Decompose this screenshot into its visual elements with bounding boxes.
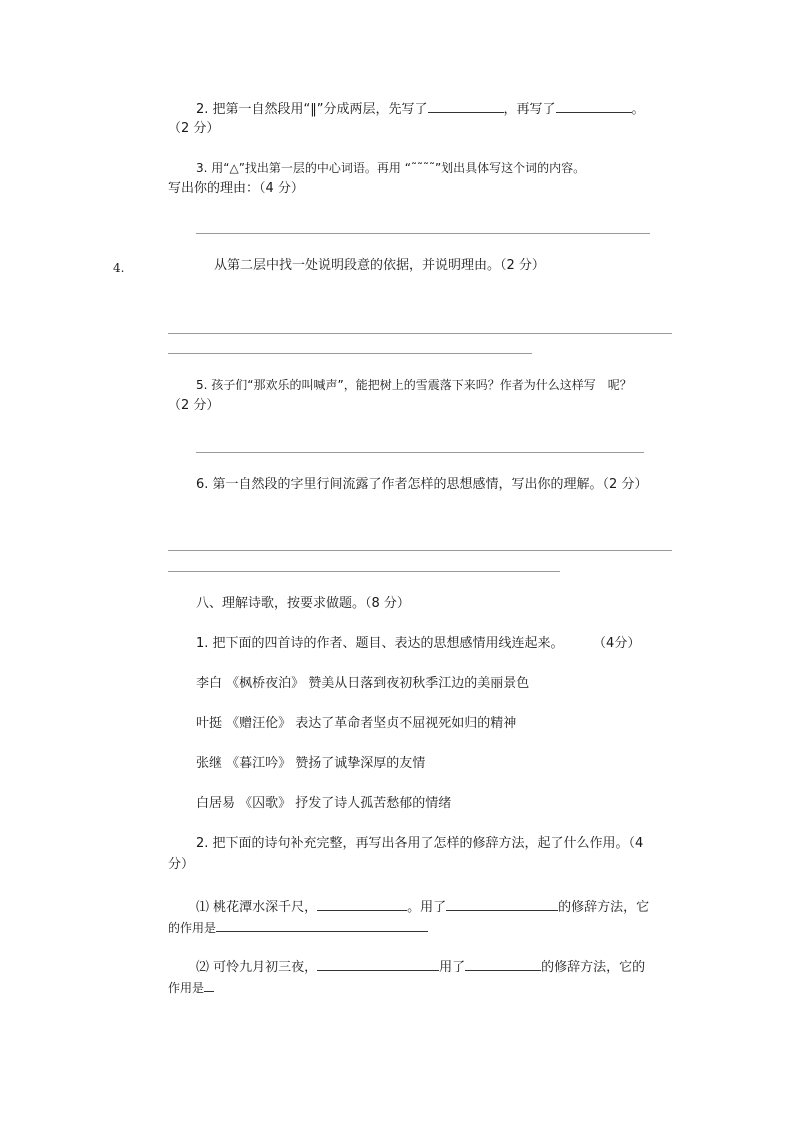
question-3: 3. 用“△”找出第一层的中心词语。再用 “˜˜˜˜”划出具体写这个词的内容。 <box>196 161 586 175</box>
question-6: 6. 第一自然段的字里行间流露了作者怎样的思想感情，写出你的理解。（2 分） <box>196 477 648 492</box>
poem-item-2 <box>196 958 645 976</box>
question-4: 从第二层中找一处说明段意的依据，并说明理由。（2 分） <box>214 258 545 273</box>
answer-blank[interactable] <box>216 919 428 932</box>
answer-line[interactable] <box>168 353 532 354</box>
answer-blank[interactable] <box>204 979 214 992</box>
poem-item-1-text-d: 的作用是 <box>168 921 217 935</box>
poem-item-2-text-a: ⑵ 可怜九月初三夜， <box>196 960 318 975</box>
poem-item-2-text-b: 用了 <box>439 960 466 975</box>
poem-item-1-text-c: 的修辞方法，它 <box>558 900 650 915</box>
poem-item-2-text-d: 作用是 <box>168 981 205 995</box>
section-8-title: 八、理解诗歌，按要求做题。（8 分） <box>196 596 410 611</box>
section-8-question-2: 2. 把下面的诗句补充完整，再写出各用了怎样的修辞方法，起了什么作用。（4 <box>196 836 644 851</box>
match-row: 叶挺 《赠汪伦》 表达了革命者坚贞不屈视死如归的精神 <box>196 716 517 731</box>
poem-item-1 <box>196 898 649 916</box>
answer-line[interactable] <box>196 233 650 234</box>
question-2-text-b: ，再写了 <box>503 102 556 117</box>
answer-blank[interactable] <box>317 898 407 911</box>
question-3-line2: 写出你的理由：（4 分） <box>168 181 304 196</box>
answer-blank[interactable] <box>317 958 439 971</box>
answer-blank[interactable] <box>556 100 632 113</box>
question-5-score: （2 分） <box>168 398 220 413</box>
answer-blank[interactable] <box>428 100 504 113</box>
section-8-question-1 <box>196 636 640 652</box>
section-8-question-1-text: 1. 把下面的四首诗的作者、题目、表达的思想感情用线连起来。 <box>196 636 564 651</box>
answer-blank[interactable] <box>446 898 558 911</box>
section-8-question-1-score: （4分） <box>599 636 641 651</box>
match-row: 白居易 《囚歌》 抒发了诗人孤苦愁郁的情绪 <box>196 796 452 811</box>
answer-line[interactable] <box>168 333 672 334</box>
question-4-number: 4. <box>113 261 125 275</box>
question-2-score: （2 分） <box>168 121 220 136</box>
poem-item-2-text-c: 的修辞方法，它的 <box>541 960 646 975</box>
question-2-text-a: 2. 把第一自然段用“‖”分成两层，先写了 <box>196 102 428 117</box>
match-row: 张继 《暮江吟》 赞扬了诚挚深厚的友情 <box>196 756 426 771</box>
answer-line[interactable] <box>168 550 672 551</box>
question-5: 5. 孩子们“那欢乐的叫喊声”，能把树上的雪震落下来吗？作者为什么这样写 呢？ <box>196 378 632 392</box>
question-2 <box>196 100 645 118</box>
section-8-question-2-line2: 分） <box>168 857 195 872</box>
question-2-text-c: 。 <box>631 102 645 117</box>
answer-line[interactable] <box>168 571 560 572</box>
poem-item-2-line2 <box>168 979 214 996</box>
match-row: 李白 《枫桥夜泊》 赞美从日落到夜初秋季江边的美丽景色 <box>196 676 530 691</box>
answer-blank[interactable] <box>465 958 541 971</box>
poem-item-1-line2 <box>168 919 428 936</box>
poem-item-1-text-b: 。用了 <box>407 900 447 915</box>
answer-line[interactable] <box>196 452 644 453</box>
poem-item-1-text-a: ⑴ 桃花潭水深千尺， <box>196 900 318 915</box>
